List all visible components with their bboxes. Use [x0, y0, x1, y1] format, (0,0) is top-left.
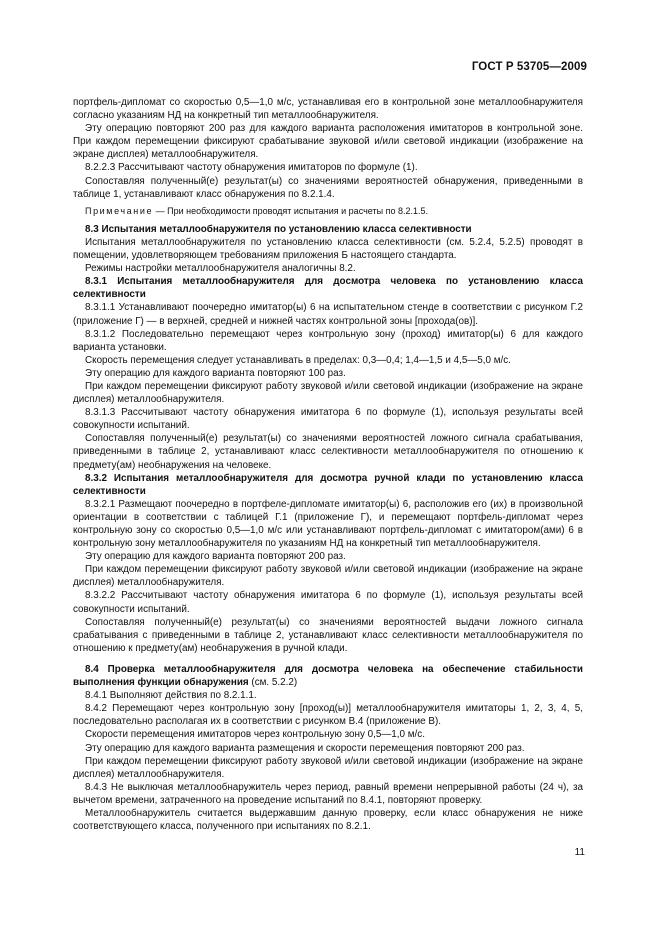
paragraph: Металлообнаружитель считается выдержавшим данную проверку, если класс обнаружения не ниже соответствующего класса, полученного при испытаниях по 8.2.1.: [73, 807, 583, 833]
paragraph: 8.3.1.2 Последовательно перемещают через контрольную зону (проход) имитатор(ы) 6 для каждого варианта установки.: [73, 328, 583, 353]
section-heading-8-3: 8.3 Испытания металлообнаружителя по установлению класса селективности: [85, 223, 472, 235]
paragraph: Эту операцию для каждого варианта повторяют 100 раз.: [85, 367, 346, 379]
note: [73, 205, 583, 218]
paragraph: Эту операцию для каждого варианта повторяют 200 раз.: [85, 551, 346, 563]
paragraph: 8.4.3 Не выключая металлообнаружитель через период, равный времени непрерывной работы (24 ч), за вычетом времени, затраченного на проведение испытаний по 8.4.1, повторяют проверку.: [73, 781, 583, 806]
paragraph: 8.2.2.3 Рассчитывают частоту обнаружения имитаторов по формуле (1).: [85, 162, 418, 174]
paragraph: Испытания металлообнаружителя по установлению класса селективности (см. 5.2.4, 5.2.5) проводят в помещении, удовлетворяющем требованиям приложения Б настоящего стандарта.: [73, 236, 583, 262]
paragraph: Сопоставляя полученный(е) результат(ы) со значениями вероятностей ложного сигнала срабатывания, приведенными в таблице 2, устанавливают класс селективности металлообнаружителя по отношению к предмету(ам) необнаружения на человеке.: [73, 433, 583, 471]
paragraph: 8.3.1.3 Рассчитывают частоту обнаружения имитатора 6 по формуле (1), используя результаты всей совокупности испытаний.: [73, 407, 583, 432]
note-label: Примечание: [85, 205, 154, 216]
paragraph: Эту операцию повторяют 200 раз для каждого варианта расположения имитаторов в контрольной зоне. При каждом перемещении фиксируют срабатывание звуковой и/или световой индикации (изображение на экране дисплея) металлообнаружителя.: [73, 123, 583, 161]
section-heading-8-3-1: 8.3.1 Испытания металлообнаружителя для досмотра человека по установлению класса селективности: [73, 276, 583, 301]
note-text: — При необходимости проводят испытания и расчеты по 8.2.1.5.: [153, 205, 428, 216]
section-heading-8-3-2: 8.3.2 Испытания металлообнаружителя для досмотра ручной клади по установлению класса селективности: [73, 472, 583, 497]
paragraph: Режимы настройки металлообнаружителя аналогичны 8.2.: [85, 263, 356, 275]
section-heading-8-4-ref: (см. 5.2.2): [248, 677, 298, 689]
paragraph: При каждом перемещении фиксируют работу звуковой и/или световой индикации (изображение на экране дисплея) металлообнаружителя.: [73, 564, 583, 589]
paragraph: При каждом перемещении фиксируют работу звуковой и/или световой индикации (изображение на экране дисплея) металлообнаружителя.: [73, 380, 583, 406]
paragraph: При каждом перемещении фиксируют работу звуковой и/или световой индикации (изображение на экране дисплея) металлообнаружителя.: [73, 755, 583, 780]
paragraph: Эту операцию для каждого варианта размещения и скорости перемещения повторяют 200 раз.: [85, 742, 525, 754]
paragraph: 8.3.1.1 Устанавливают поочередно имитатор(ы) 6 на испытательном стенде в соответствии с рисунком Г.2 (приложение Г) — в верхней, средней и нижней частях контрольной зоны [прохода(ов)].: [73, 302, 583, 327]
paragraph: 8.3.2.1 Размещают поочередно в портфеле-дипломате имитатор(ы) 6, расположив его (их) в произвольной ориентации в соответствии с таблицей Г.1 (приложение Г), и перемещают портфель-дипломат через контрольную зону со скоростью 0,5—1,0 м/с или устанавливают портфель-дипломат с имитатором(ами) 6 в контрольную зону металлообнаружителя по указаниям НД на конкретный тип металлообнаружителя.: [73, 498, 583, 550]
paragraph: Сопоставляя полученный(е) результат(ы) со значениями вероятностей обнаружения, приведенными в таблице 1, устанавливают класс обнаружения по 8.2.1.4.: [73, 175, 583, 200]
document-header: ГОСТ Р 53705—2009: [471, 61, 587, 73]
paragraph: Сопоставляя полученный(е) результат(ы) со значениями вероятностей выдачи ложного сигнала срабатывания с приведенными в таблице 2, устанавливают класс селективности металлообнаружителя по отношению к предмету(ам) необнаружения в ручной клади.: [73, 616, 583, 654]
section-heading-8-4: [73, 663, 583, 689]
paragraph: 8.4.2 Перемещают через контрольную зону [проход(ы)] металлообнаружителя имитаторы 1, 2, 3, 4, 5, последовательно располагая их в соответствии с рисунком В.4 (приложение В).: [73, 703, 583, 728]
page-body: [73, 96, 583, 833]
section-heading-8-4-title: 8.4 Проверка металлообнаружителя для досмотра человека на обеспечение стабильности выполнения функции обнаружения: [73, 663, 583, 689]
page-number: 11: [574, 847, 585, 858]
paragraph: портфель-дипломат со скоростью 0,5—1,0 м/с, устанавливая его в контрольной зоне металлообнаружителя согласно указаниям НД на конкретный тип металлообнаружителя.: [73, 97, 583, 122]
paragraph: Скорость перемещения следует устанавливать в пределах: 0,3—0,4; 1,4—1,5 и 4,5—5,0 м/с.: [85, 354, 511, 366]
paragraph: Скорости перемещения имитаторов через контрольную зону 0,5—1,0 м/с.: [85, 729, 425, 741]
paragraph: 8.4.1 Выполняют действия по 8.2.1.1.: [85, 690, 257, 702]
paragraph: 8.3.2.2 Рассчитывают частоту обнаружения имитатора 6 по формуле (1), используя результаты всей совокупности испытаний.: [73, 590, 583, 615]
